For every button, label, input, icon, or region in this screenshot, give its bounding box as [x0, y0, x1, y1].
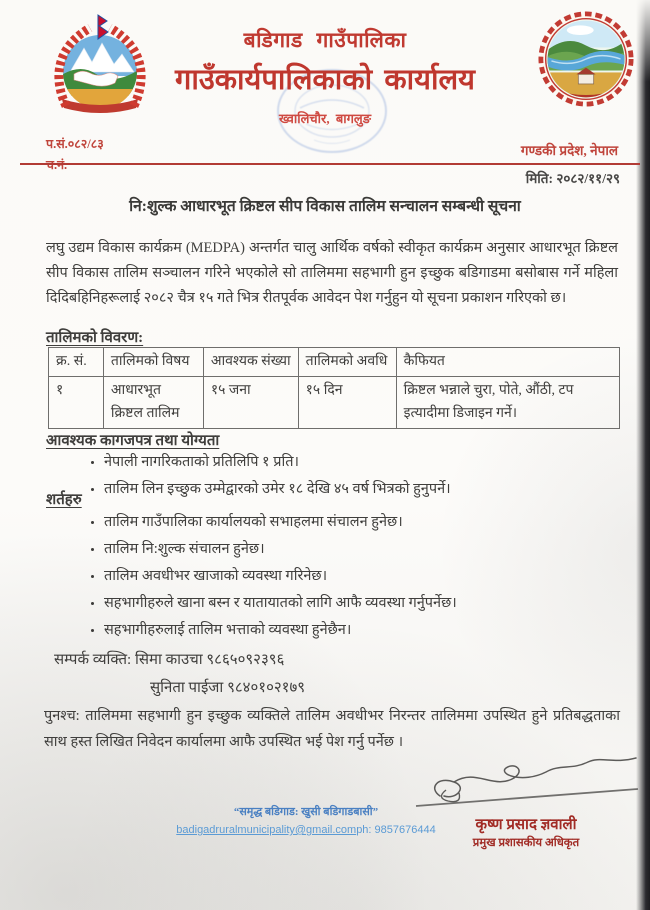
cell-quantity: १५ जना [203, 377, 298, 429]
reference-block [46, 134, 104, 175]
col-subject: तालिमको विषय [103, 348, 203, 377]
date-label: मिति: २०८२/११/२९ [525, 171, 620, 186]
municipality-seal-icon [538, 8, 634, 110]
province-label: गण्डकी प्रदेश, नेपाल [520, 143, 618, 158]
office-name: गाउँकार्यपालिकाको कार्यालय [175, 64, 475, 96]
contact-block [54, 646, 305, 702]
intro-paragraph: लघु उद्यम विकास कार्यक्रम (MEDPA) अन्तर्गत चालु आर्थिक वर्षको स्वीकृत कार्यक्रम अनुसार आधारभूत क्रिष्टल सीप विकास तालिम सञ्चालन गरिने भएकोले सो तालिममा सहभागी हुन इच्छुक बडिगाडमा बसोबास गर्ने महिला दिदिबहिनिहरूलाई २०८२ चैत्र १५ गते भित्र रीतपूर्वक आवेदन पेश गर्नुहुन यो सूचना प्रकाशन गरिएको छ। [46, 240, 618, 306]
signer-title: प्रमुख प्रशासकीय अधिकृत [472, 837, 580, 849]
list-item: • सहभागीहरुले खाना बस्न र यातायातको लागि आफै व्यवस्था गर्नुपर्नेछ। [104, 590, 606, 616]
signer-name: कृष्ण प्रसाद ज्ञवाली [475, 817, 577, 833]
contact-line-2 [150, 674, 305, 702]
contact-person-2-name: सुनिता पाईजा [150, 680, 224, 696]
municipality-name: बडिगाड गाउँपालिका [243, 28, 407, 52]
list-item: • तालिम गाउँपालिका कार्यालयको सभाहलमा संचालन हुनेछ। [104, 509, 606, 535]
contact-person-1-name: सिमा काउचा [134, 652, 203, 668]
list-item: • सहभागीहरुलाई तालिम भत्ताको व्यवस्था हुनेछैन। [104, 617, 606, 643]
requirements-list [86, 449, 606, 503]
letterhead [130, 26, 520, 127]
footer-block [96, 804, 516, 836]
table-header-row [49, 348, 620, 377]
cell-remarks: क्रिष्टल भन्नाले चुरा, पोते, औंठी, टप इत्यादीमा डिजाइन गर्ने। [396, 377, 619, 429]
office-address: ख्वालिचौर, बागलुङ [278, 111, 372, 126]
conditions-list [86, 509, 606, 644]
conditions-heading: शर्तहरु [46, 492, 82, 508]
list-item: • तालिम अवधीभर खाजाको व्यवस्था गरिनेछ। [104, 563, 606, 589]
cell-serial: १ [49, 377, 104, 429]
notice-title: नि:शुल्क आधारभूत क्रिष्टल सीप विकास तालिम सन्चालन सम्बन्धी सूचना [129, 198, 521, 215]
training-details-table [48, 347, 620, 429]
col-duration: तालिमको अवधि [298, 348, 396, 377]
reference-number: प.सं.०८२/८३ [46, 137, 104, 151]
training-details-heading: तालिमको विवरण: [46, 330, 144, 346]
office-phone: ph: 9857676444 [356, 824, 436, 836]
contact-line-1 [54, 646, 305, 674]
cell-duration: १५ दिन [298, 377, 396, 429]
col-serial: क्र. सं. [49, 348, 104, 377]
email-link[interactable]: badigadruralmunicipality@gmail.com [176, 824, 357, 836]
requirements-heading: आवश्यक कागजपत्र तथा योग्यता [46, 433, 220, 449]
contact-person-2-phone: ९८४०१०२१७९ [227, 680, 306, 696]
cell-subject: आधारभूत क्रिष्टल तालिम [103, 377, 203, 429]
divider-line [20, 163, 640, 165]
table-row [49, 377, 620, 429]
col-quantity: आवश्यक संख्या [203, 348, 298, 377]
list-item: • तालिम नि:शुल्क संचालन हुनेछ। [104, 536, 606, 562]
contact-label: सम्पर्क व्यक्ति: [54, 652, 132, 668]
emblem-flag [98, 15, 108, 39]
municipality-slogan: “समृद्ध बडिगाड: खुसी बडिगाडबासी” [233, 806, 379, 818]
postscript-paragraph: पुनश्च: तालिममा सहभागी हुन इच्छुक व्यक्तिले तालिम अवधीभर निरन्तर तालिममा उपस्थित हुने प्रतिबद्धताका साथ हस्त लिखित निवेदन कार्यालमा आफै उपस्थित भई पेश गर्नु पर्नेछ । [44, 708, 620, 750]
col-remarks: कैफियत [396, 348, 619, 377]
contact-info-line [96, 824, 516, 836]
contact-person-1-phone: ९८६५०९२३९६ [206, 652, 285, 668]
list-item: • तालिम लिन इच्छुक उम्मेद्वारको उमेर १८ देखि ४५ वर्ष भित्रको हुनुपर्ने। [104, 476, 606, 502]
list-item: • नेपाली नागरिकताको प्रतिलिपि १ प्रति। [104, 449, 606, 475]
dispatch-number-label: च.नं. [46, 157, 68, 172]
